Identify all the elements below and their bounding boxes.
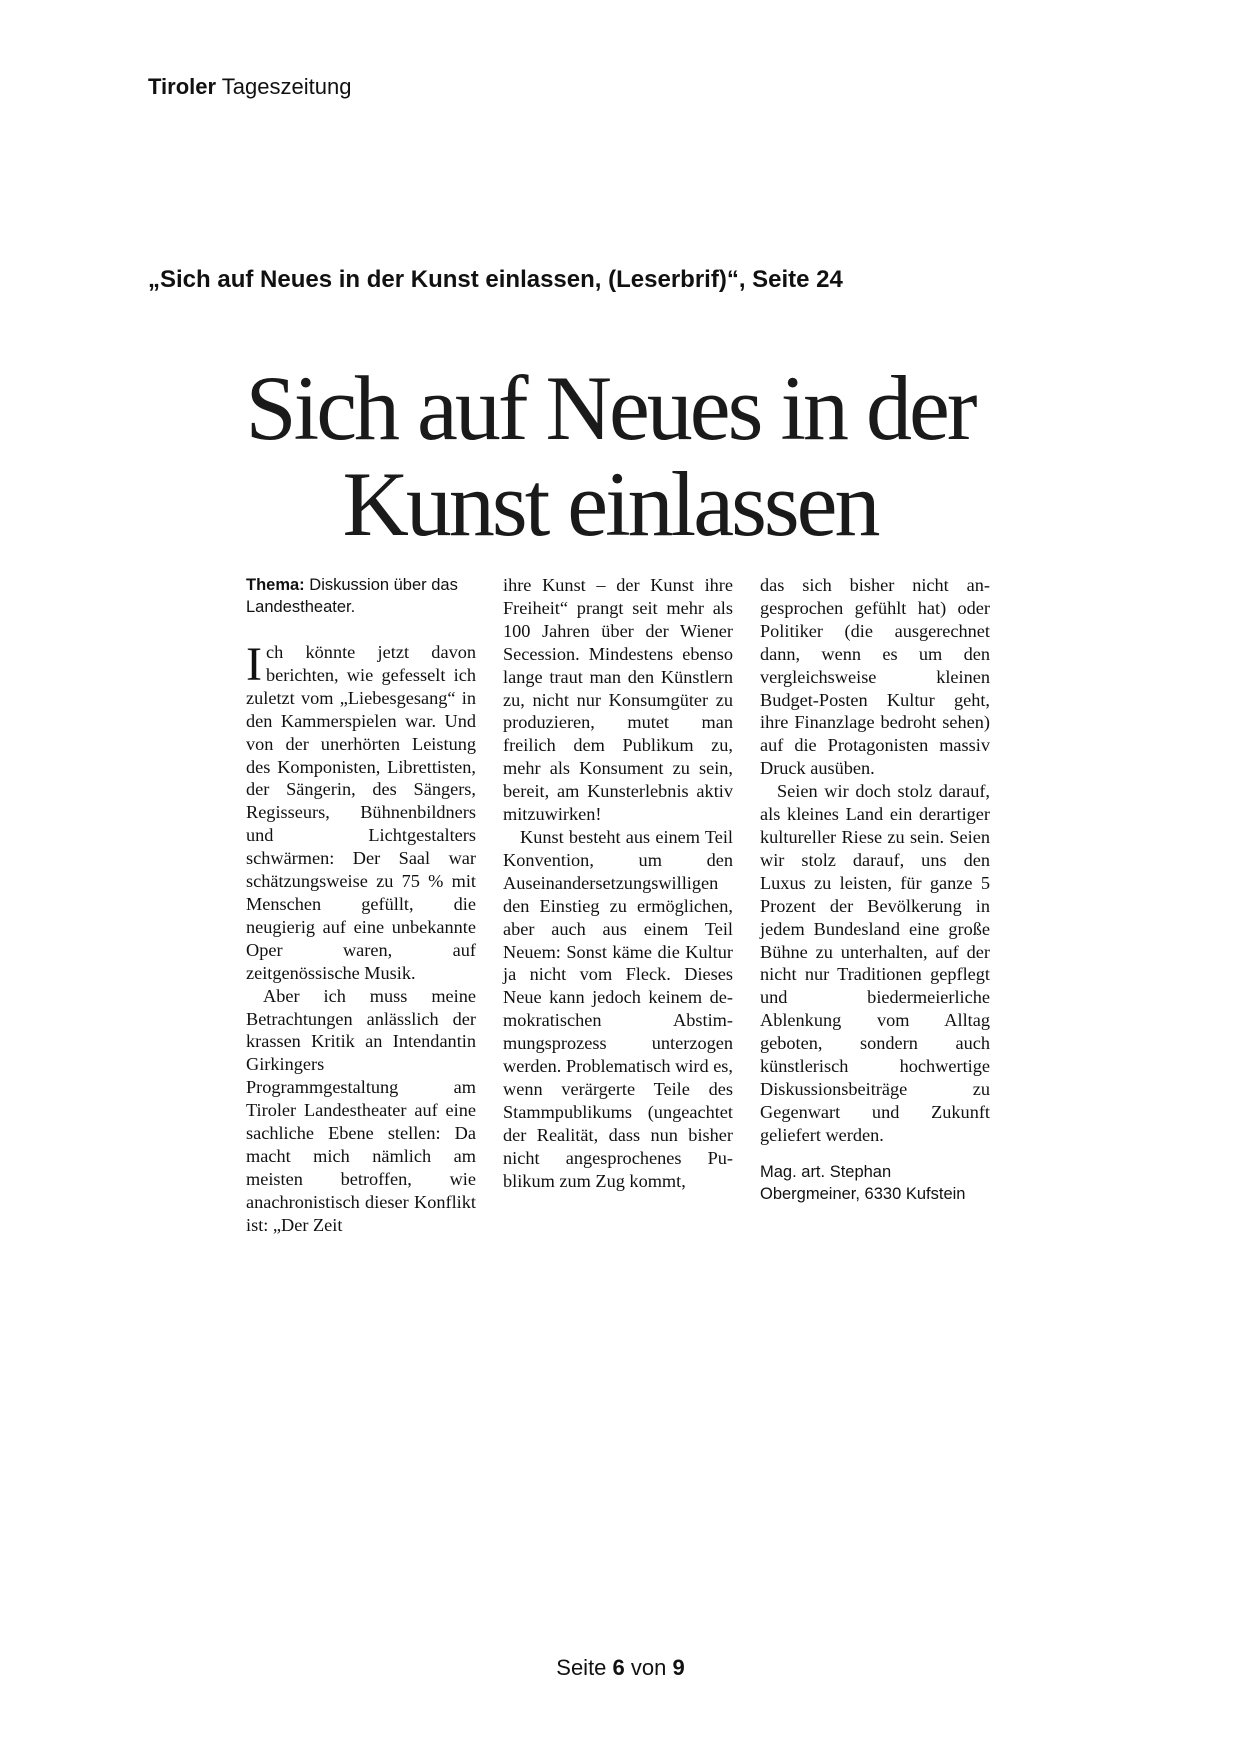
article-headline bbox=[230, 357, 990, 555]
headline-line-2: Kunst einlassen bbox=[342, 453, 878, 555]
column-3 bbox=[760, 574, 990, 1237]
total-pages: 9 bbox=[672, 1655, 685, 1680]
page-footer bbox=[0, 1655, 1241, 1681]
paragraph: Aber ich muss meine Betrachtungen anlässlich der krassen Kritik an Intendantin Girkingers Programmgestaltung am Tiroler Landestheater auf eine sachliche Ebene stellen: Da macht mich nämlich am meisten betroffen, wie anachronistisch dieser Konflikt ist: „Der Zeit bbox=[246, 985, 476, 1235]
paragraph bbox=[246, 638, 476, 985]
publication-name-rest: Tageszeitung bbox=[216, 74, 352, 99]
signature-line-2: Obergmeiner, 6330 Kufstein bbox=[760, 1184, 966, 1203]
author-signature bbox=[760, 1161, 990, 1205]
column-1 bbox=[246, 574, 476, 1237]
paragraph: ihre Kunst – der Kunst ihre Freiheit“ prangt seit mehr als 100 Jahren über der Wiener Secession. Mindestens ebenso lange traut man den Künstlern zu, nicht nur Konsumgüter zu produzieren, mutet man freilich dem Publikum zu, mehr als Konsument zu sein, bereit, am Kunsterlebnis aktiv mitzuwirken! bbox=[503, 575, 733, 825]
current-page: 6 bbox=[612, 1655, 625, 1680]
page-of-label: von bbox=[624, 1655, 673, 1680]
paragraph-text: ch könnte jetzt davon berichten, wie gefesselt ich zuletzt vom „Liebesgesang“ in den Kammerspielen war. Und von der unerhörten Leistung des Komponisten, Librettisten, der Sängerin, des Sängers, Regisseurs, Bühnenbildners und Lichtgestalters schwärmen: Der Saal war schätzungsweise zu 75 % mit Menschen gefüllt, die neugierig auf eine unbekannte Oper waren, auf zeitgenössische Musik. bbox=[246, 642, 476, 983]
article-columns bbox=[246, 574, 990, 1237]
paragraph: das sich bisher nicht angesprochen gefühlt hat) oder Politiker (die ausgerechnet dann, wenn es um den vergleichsweise kleinen Budget-Posten Kultur geht, ihre Finanzlage bedroht sehen) auf die Protagonisten massiv Druck ausüben. bbox=[760, 575, 990, 779]
publication-header bbox=[148, 74, 351, 100]
paragraph: Kunst besteht aus einem Teil Konvention, um den Auseinandersetzungswilligen den Einstieg zu ermöglichen, aber auch aus einem Teil Neuem: Sonst käme die Kultur ja nicht vom Fleck. Dieses Neue kann jedoch keinem demokratischen Abstimmungsprozess unterzogen werden. Problematisch wird es, wenn verärgerte Teile des Stammpublikums (ungeachtet der Realität, dass nun bisher nicht angesprochenes Publikum zum Zug kommt, bbox=[503, 826, 733, 1191]
headline-line-1: Sich auf Neues in der bbox=[245, 357, 975, 459]
page-label: Seite bbox=[556, 1655, 613, 1680]
article-caption: „Sich auf Neues in der Kunst einlassen, (Leserbrif)“, Seite 24 bbox=[148, 266, 843, 293]
topic-label: Thema: bbox=[246, 576, 305, 594]
topic-text: Diskussion über das Landestheater. bbox=[246, 576, 458, 616]
paragraph: Seien wir doch stolz darauf, als kleines Land ein derartiger kultureller Riese zu sein. Seien wir stolz darauf, uns den Luxus zu leisten, für ganze 5 Prozent der Bevölkerung in jedem Bundesland eine große Bühne zu unterhalten, auf der nicht nur Traditionen gepflegt und biedermeierliche Ablenkung vom Alltag geboten, sondern auch künstlerisch hochwertige Diskussionsbeiträge zu Gegenwart und Zukunft geliefert werden. bbox=[760, 781, 990, 1145]
publication-name-bold: Tiroler bbox=[148, 74, 217, 99]
drop-cap: I bbox=[246, 638, 262, 691]
topic-line bbox=[246, 574, 476, 618]
article-clipping bbox=[230, 357, 990, 1280]
signature-line-1: Mag. art. Stephan bbox=[760, 1162, 892, 1181]
column-2 bbox=[503, 574, 733, 1237]
